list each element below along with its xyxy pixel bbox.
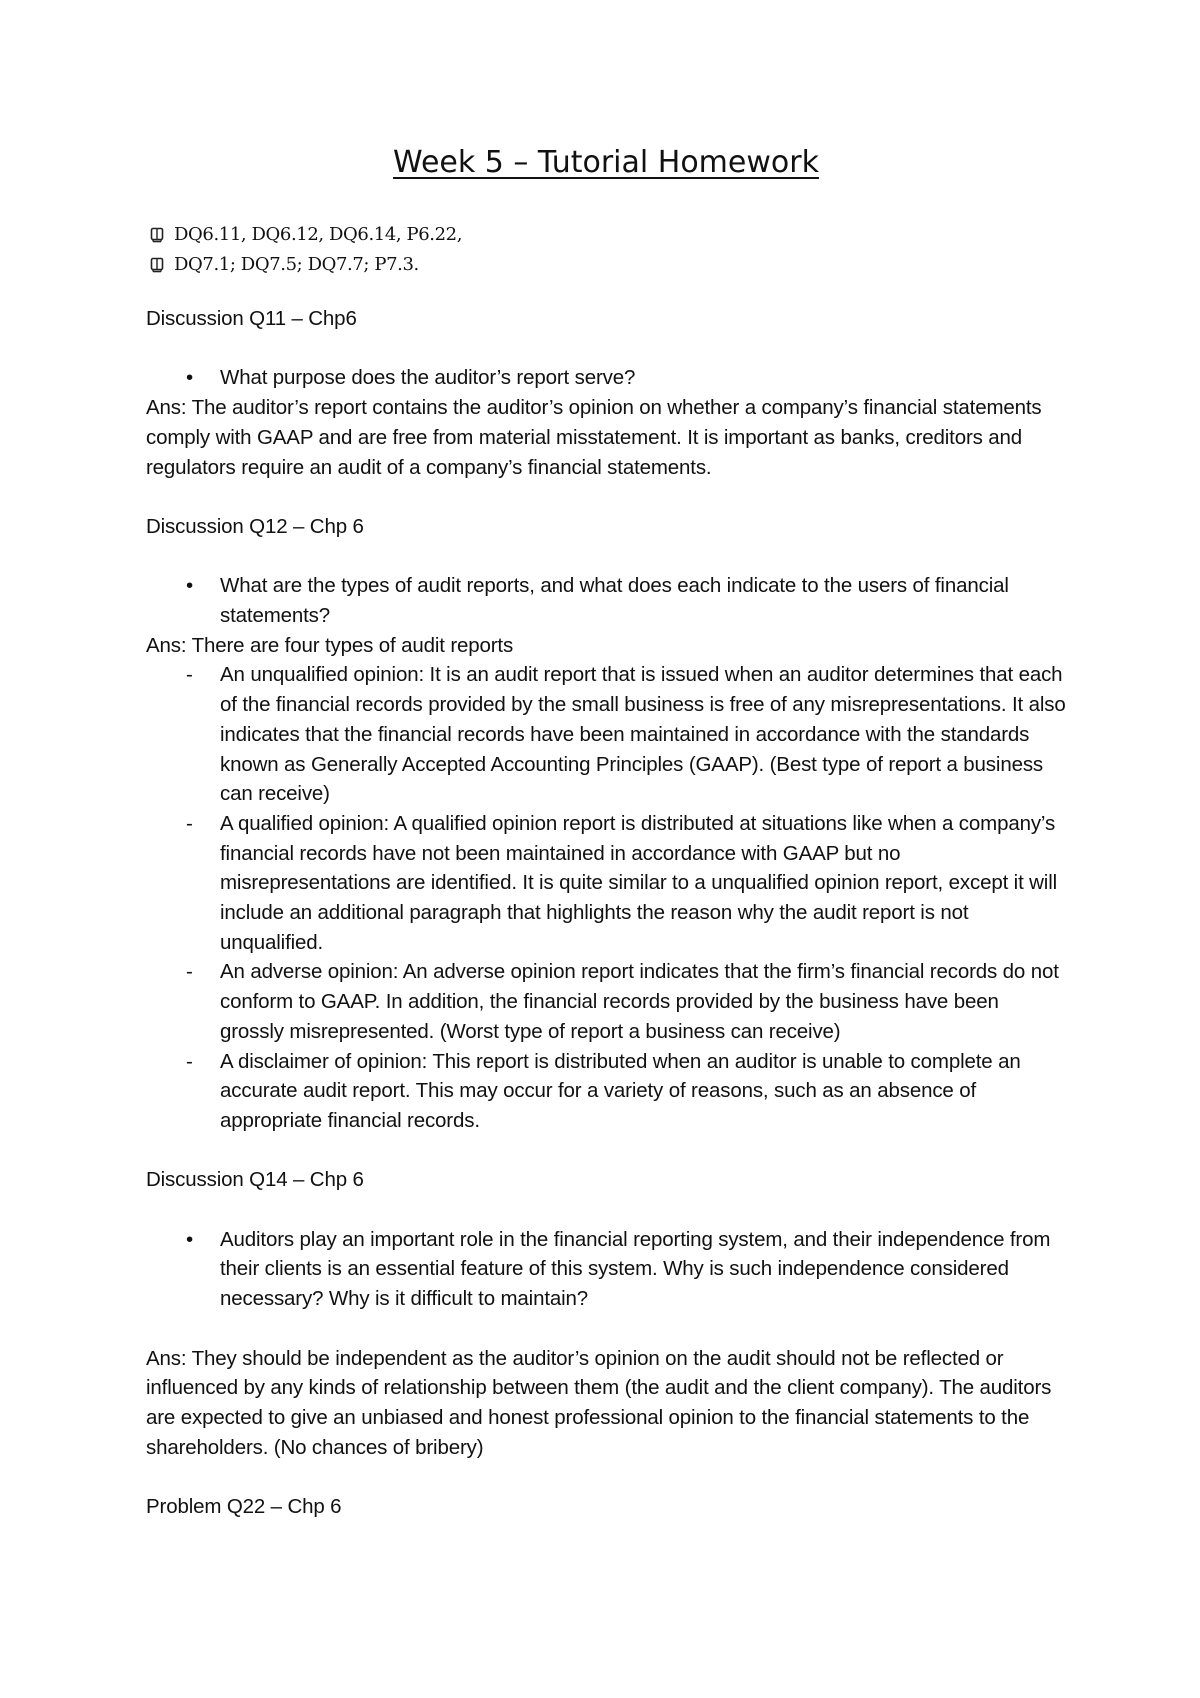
section-heading-q11: Discussion Q11 – Chp6 <box>146 307 357 330</box>
list-item <box>146 957 1066 1046</box>
document-title: Week 5 – Tutorial Homework <box>393 145 819 180</box>
spacer <box>146 542 1066 572</box>
section-heading-p22: Problem Q22 – Chp 6 <box>146 1495 342 1519</box>
bullet-marker: • <box>186 366 194 390</box>
list-item-text: A disclaimer of opinion: This report is distributed when an auditor is unable to complete an accurate audit report. This may occur for a variety of reasons, such as an absence of appropriate financial records. <box>220 1049 1021 1132</box>
section-heading-q14: Discussion Q14 – Chp 6 <box>146 1168 364 1192</box>
bullet-marker: • <box>186 1227 194 1251</box>
list-item-text: A qualified opinion: A qualified opinion report is distributed at situations like when a company’s financial records have not been maintained in accordance with GAAP but no misrepresentations are identified. It is quite similar to a unqualified opinion report, except it will include an additional paragraph that highlights the reason why the audit report is not unqualified. <box>220 811 1058 954</box>
spacer <box>146 1462 1066 1492</box>
reference-list <box>150 220 462 280</box>
spacer <box>146 1195 1066 1225</box>
book-icon <box>150 227 164 243</box>
question-text: Auditors play an important role in the financial reporting system, and their independence from their clients is an essential feature of this system. Why is such independence considered necessary? Why is it difficult to maintain? <box>220 1227 1051 1311</box>
question-text: What are the types of audit reports, and what does each indicate to the users of financial statements? <box>220 574 1009 627</box>
bullet-marker: • <box>186 574 194 598</box>
question-q14 <box>146 1225 1066 1314</box>
reference-line <box>150 250 462 280</box>
list-item <box>146 809 1066 958</box>
dash-marker: - <box>186 960 193 984</box>
list-item-text: An adverse opinion: An adverse opinion report indicates that the firm’s financial records do not conform to GAAP. In addition, the financial records provided by the business have been grossly misrepresented. (Worst type of report a business can receive) <box>220 960 1059 1043</box>
book-icon <box>150 257 164 273</box>
reference-text: DQ6.11, DQ6.12, DQ6.14, P6.22, <box>174 224 463 245</box>
spacer <box>146 1136 1066 1166</box>
answer-q11: Ans: The auditor’s report contains the auditor’s opinion on whether a company’s financial statements comply with GAAP and are free from material misstatement. It is important as banks, creditors and regulators require an audit of a company’s financial statements. <box>146 396 1042 479</box>
question-q11 <box>146 363 1066 393</box>
reference-text: DQ7.1; DQ7.5; DQ7.7; P7.3. <box>174 254 419 275</box>
dash-marker: - <box>186 663 193 687</box>
question-text: What purpose does the auditor’s report serve? <box>220 366 636 390</box>
dash-marker: - <box>186 811 193 835</box>
list-item-text: An unqualified opinion: It is an audit report that is issued when an auditor determines that each of the financial records provided by the small business is free of any misrepresentations. It also indicates that the financial records have been maintained in accordance with the standards known as Generally Accepted Accounting Principles (GAAP). (Best type of report a business can receive) <box>220 663 1066 806</box>
question-q12 <box>146 571 1066 630</box>
document-body <box>146 304 1066 1522</box>
document-page <box>146 0 1066 1698</box>
section-heading-q12: Discussion Q12 – Chp 6 <box>146 514 364 538</box>
reference-line <box>150 220 462 250</box>
list-item <box>146 660 1066 809</box>
answer-intro-q12: Ans: There are four types of audit reports <box>146 633 514 657</box>
list-item <box>146 1047 1066 1136</box>
spacer <box>146 1314 1066 1344</box>
answer-q14: Ans: They should be independent as the auditor’s opinion on the audit should not be reflected or influenced by any kinds of relationship between them (the audit and the client company). The auditors are expected to give an unbiased and honest professional opinion to the financial statements to the shareholders. (No chances of bribery) <box>146 1346 1052 1459</box>
spacer <box>146 334 1066 364</box>
dash-marker: - <box>186 1049 193 1073</box>
spacer <box>146 482 1066 512</box>
